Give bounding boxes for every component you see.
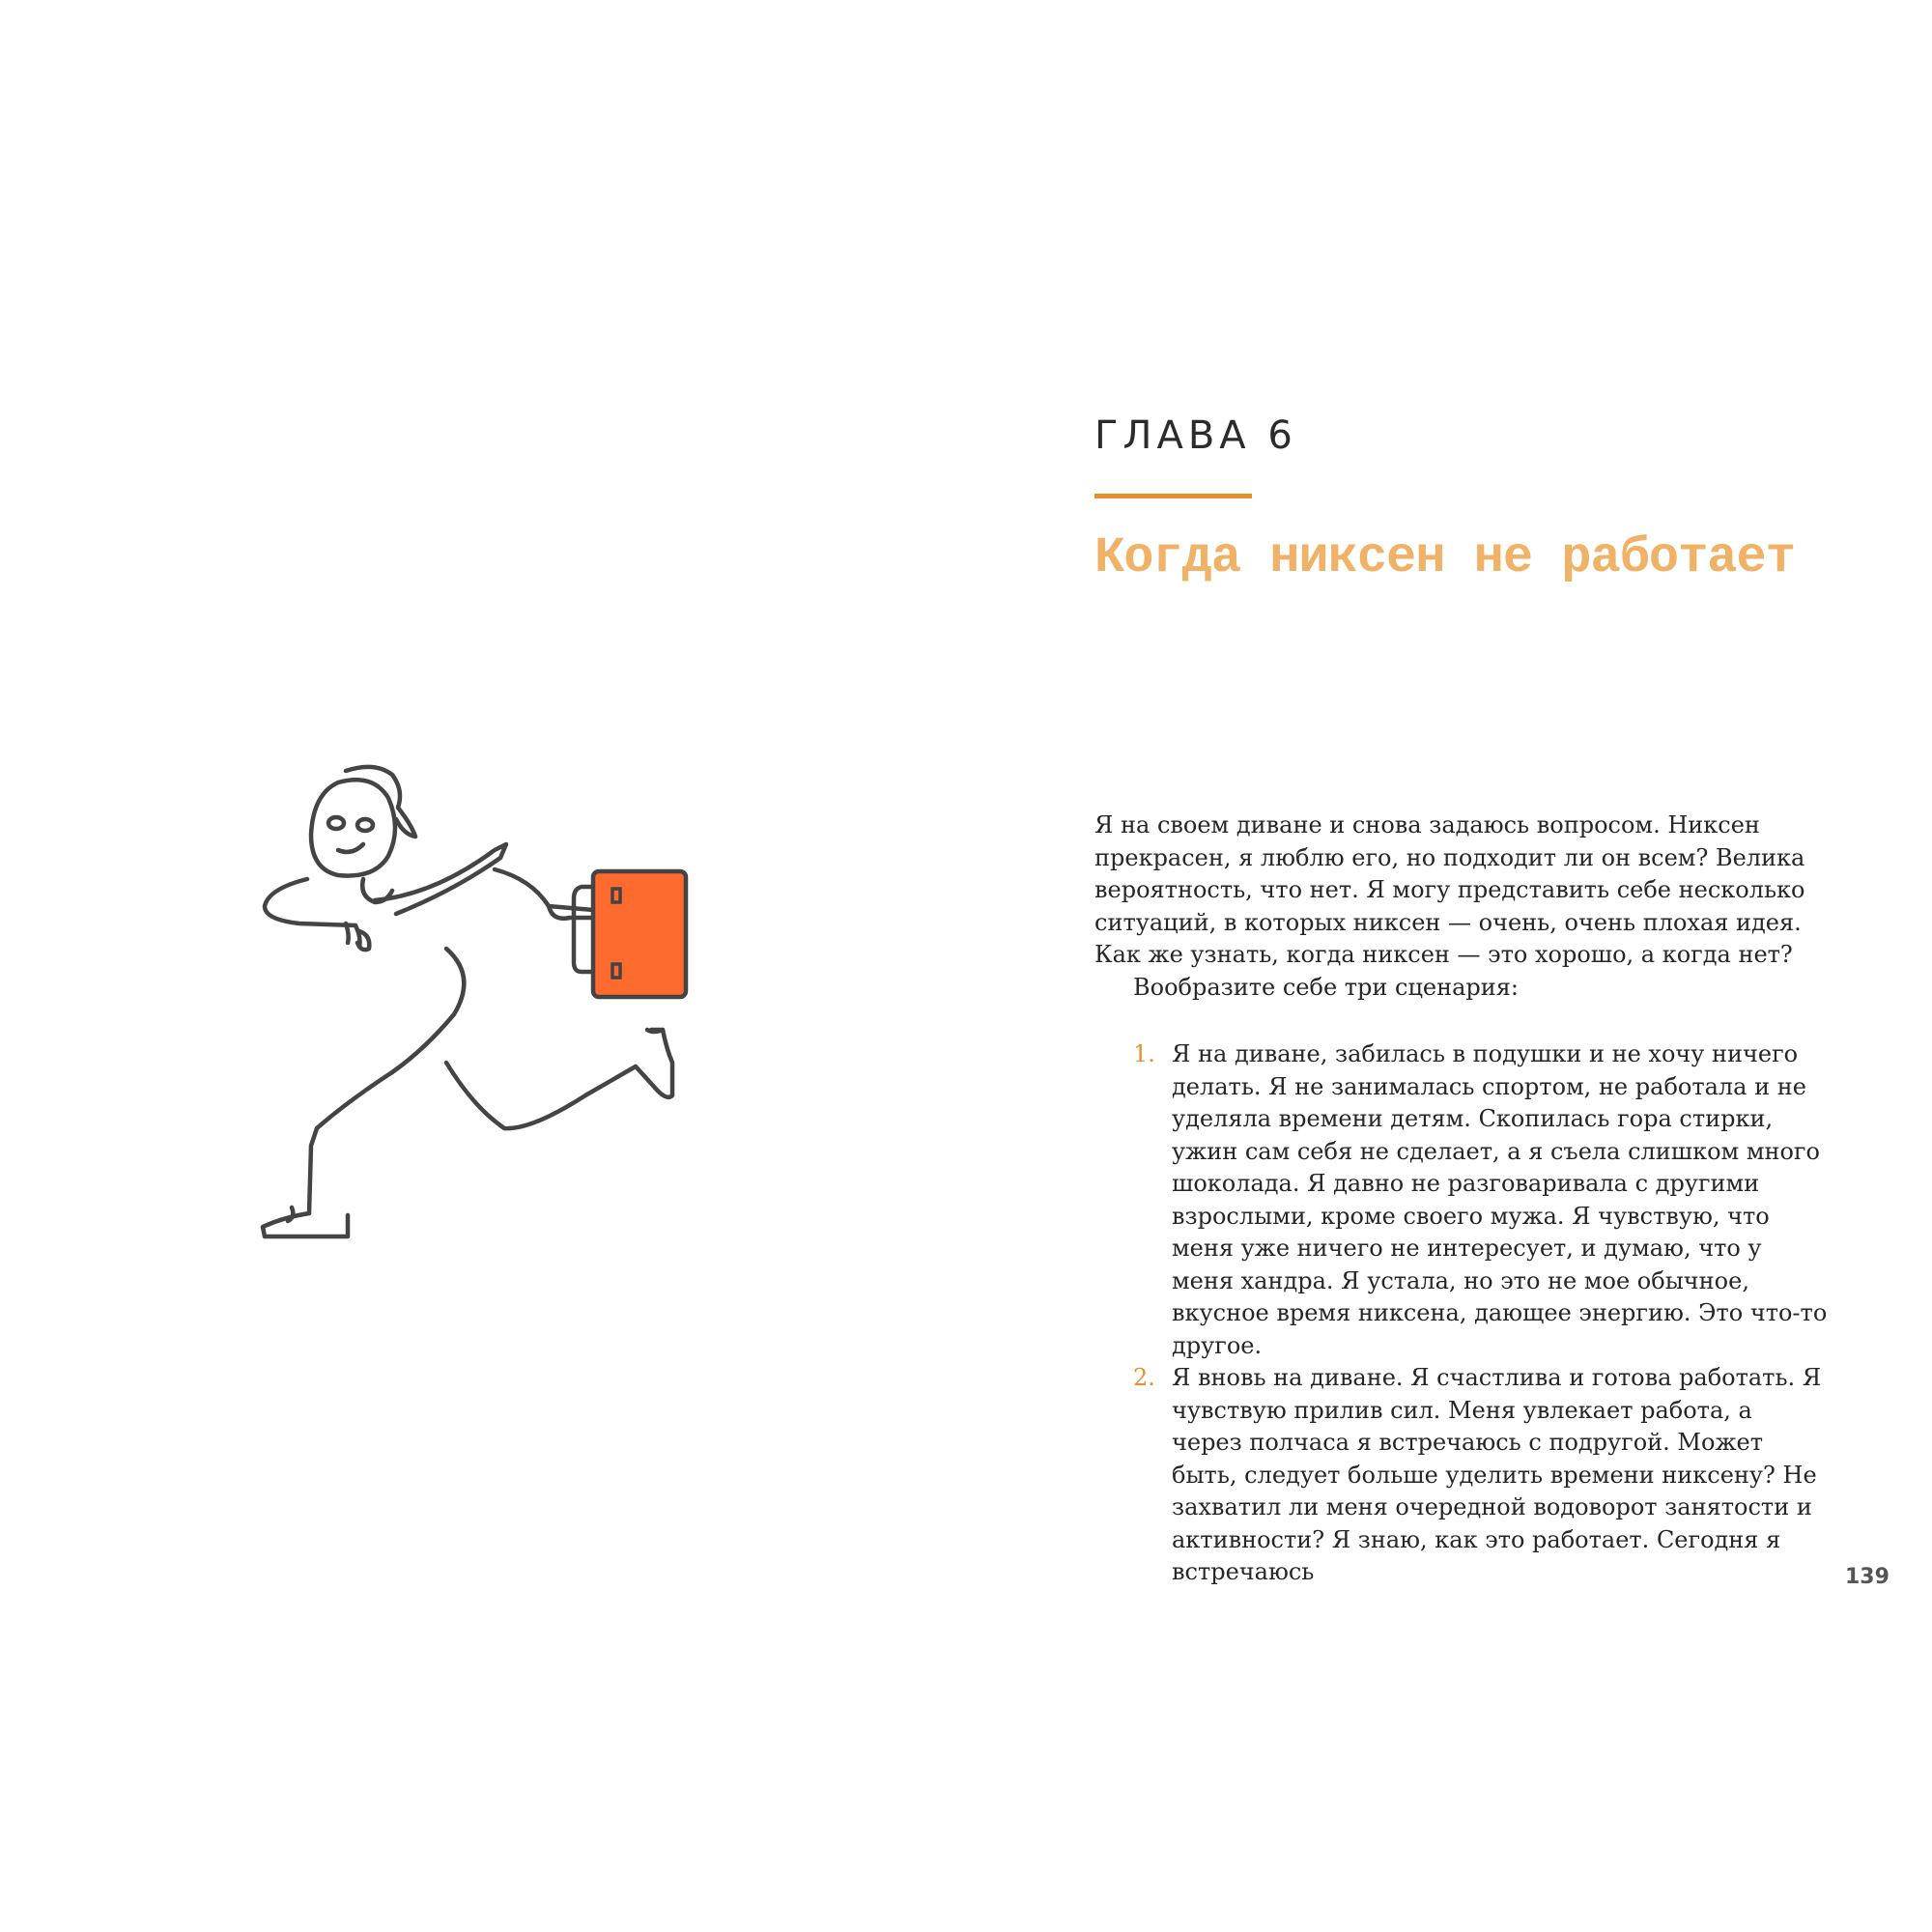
list-item <box>1133 1362 1829 1589</box>
chapter-divider <box>1094 494 1252 498</box>
list-item-text: Я на диване, забилась в подушки и не хочу ничего делать. Я не занималась спортом, не работала и не уделяла времени детям. Скопилась гора стирки, ужин сам себя не сделает, а я съела слишком много шоколада. Я давно не разговаривала с другими взрослыми, кроме своего мужа. Я чувствую, что меня уже ничего не интересует, и думаю, что у меня хандра. Я устала, но это не мое обычное, вкусное время никсена, дающее энергию. Это что-то другое. <box>1172 1040 1828 1359</box>
chapter-label: ГЛАВА 6 <box>1094 413 1297 458</box>
list-item-number: 2. <box>1133 1364 1155 1391</box>
intro-paragraph: Я на своем диване и снова задаюсь вопросом. Никсен прекрасен, я люблю его, но подходит ли он всем? Велика вероятность, что нет. Я могу представить себе несколько ситуаций, в которых никсен — очень, очень плохая идея. Как же узнать, когда никсен — это хорошо, а когда нет? <box>1094 811 1805 968</box>
scenario-list <box>1133 1038 1829 1589</box>
page-number: 139 <box>1845 1565 1889 1589</box>
list-item-number: 1. <box>1133 1040 1155 1067</box>
list-item <box>1133 1038 1829 1362</box>
chapter-title: Когда никсен не работает <box>1094 529 1795 586</box>
list-item-text: Я вновь на диване. Я счастлива и готова работать. Я чувствую прилив сил. Меня увлекает работа, а через полчаса я встречаюсь с подругой. Может быть, следует больше уделить времени никсену? Не захватил ли меня очередной водоворот занятости и активности? Я знаю, как это работает. Сегодня я встречаюсь <box>1172 1364 1822 1585</box>
body-text <box>1094 810 1829 1004</box>
running-person-with-briefcase-icon <box>242 744 744 1285</box>
scenarios-intro: Вообразите себе три сценария: <box>1133 973 1520 1001</box>
